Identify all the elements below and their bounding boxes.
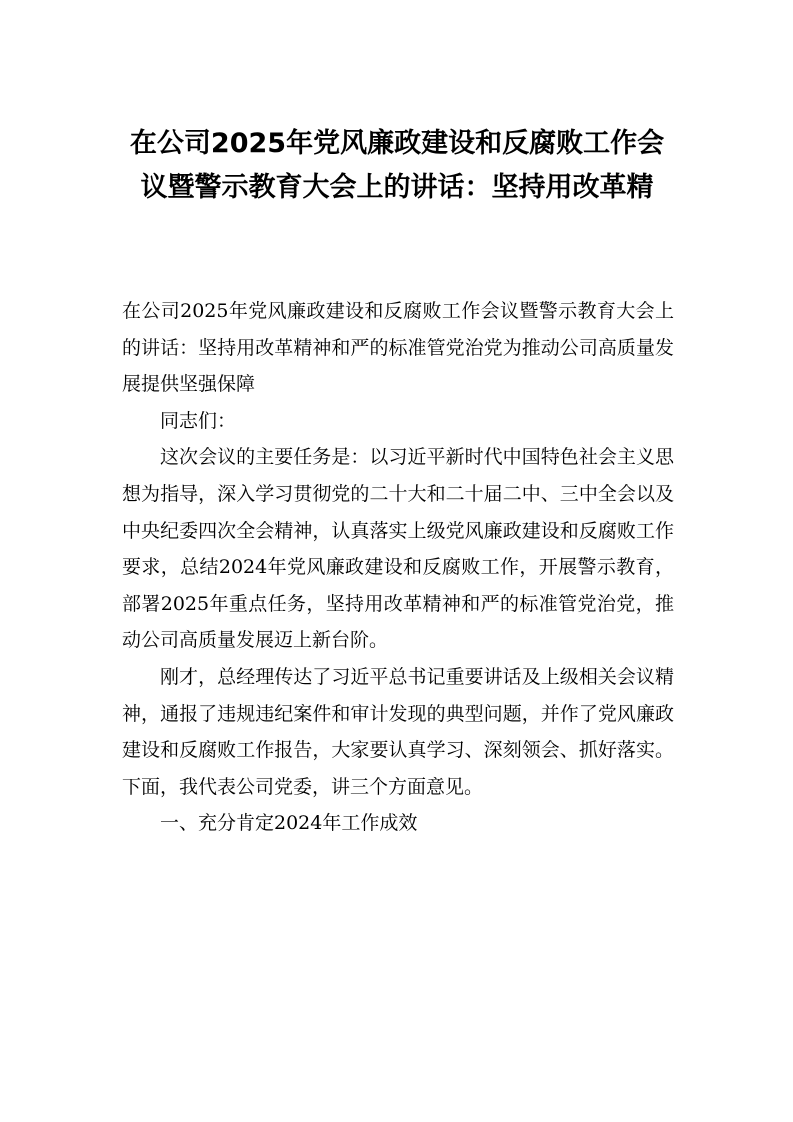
subtitle-paragraph: 在公司2025年党风廉政建设和反腐败工作会议暨警示教育大会上的讲话：坚持用改革精神和严的标准管党治党为推动公司高质量发展提供坚强保障 — [122, 300, 674, 396]
section-heading: 一、充分肯定2024年工作成效 — [160, 812, 418, 835]
body-paragraph: 刚才，总经理传达了习近平总书记重要讲话及上级相关会议精神，通报了违规违纪案件和审计发现的典型问题，并作了党风廉政建设和反腐败工作报告，大家要认真学习、深刻领会、抓好落实。下面，我代表公司党委，讲三个方面意见。 — [122, 665, 674, 798]
document-body — [122, 293, 674, 842]
salutation-paragraph: 同志们： — [160, 409, 237, 432]
document-title: 在公司2025年党风廉政建设和反腐败工作会议暨警示教育大会上的讲话：坚持用改革精 — [129, 128, 665, 203]
body-paragraph: 这次会议的主要任务是：以习近平新时代中国特色社会主义思想为指导，深入学习贯彻党的二十大和二十届二中、三中全会以及中央纪委四次全会精神，认真落实上级党风廉政建设和反腐败工作要求，总结2024年党风廉政建设和反腐败工作，开展警示教育，部署2025年重点任务，坚持用改革精神和严的标准管党治党，推动公司高质量发展迈上新台阶。 — [122, 446, 674, 652]
